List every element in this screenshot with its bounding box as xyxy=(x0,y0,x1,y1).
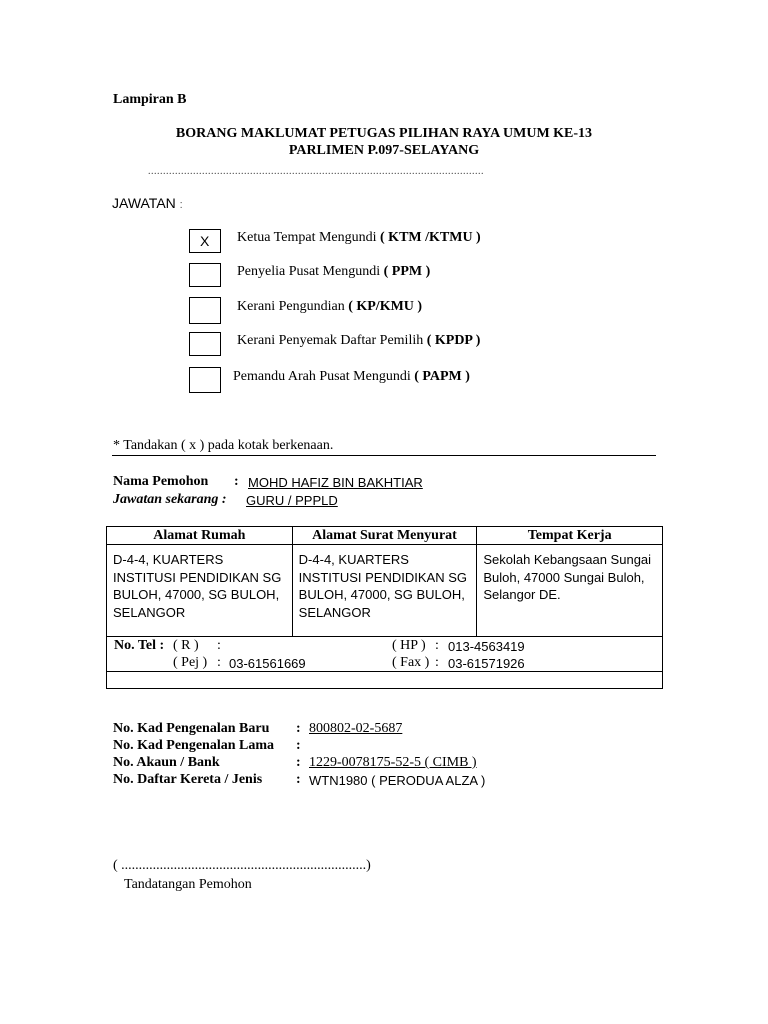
akaun-bank-label: No. Akaun / Bank xyxy=(113,755,220,770)
nama-pemohon-colon: : xyxy=(234,474,239,489)
divider-line xyxy=(112,455,656,456)
akaun-bank-colon: : xyxy=(296,755,301,770)
option-kp xyxy=(237,299,422,315)
option-papm xyxy=(233,369,470,385)
daftar-kereta-value: WTN1980 ( PERODUA ALZA ) xyxy=(309,773,486,788)
checkbox-papm[interactable] xyxy=(189,367,221,393)
daftar-kereta-colon: : xyxy=(296,772,301,787)
nama-pemohon-value: MOHD HAFIZ BIN BAKHTIAR xyxy=(248,475,423,490)
nama-pemohon-label: Nama Pemohon xyxy=(113,474,209,489)
akaun-bank-value: 1229-0078175-52-5 ( CIMB ) xyxy=(309,755,477,770)
blank-row xyxy=(107,672,663,689)
signature-line: ( ......................................................................) xyxy=(113,858,371,873)
tel-hp-colon: : xyxy=(435,638,439,653)
option-kpdp xyxy=(237,333,480,349)
tel-pej-colon: : xyxy=(217,655,221,670)
alamat-rumah-cell: D-4-4, KUARTERS INSTITUSI PENDIDIKAN SG BULOH, 47000, SG BULOH, SELANGOR xyxy=(107,545,293,637)
ic-baru-value: 800802-02-5687 xyxy=(309,721,403,736)
tel-fax-colon: : xyxy=(435,655,439,670)
option-ppm xyxy=(237,264,430,280)
jawatan-sekarang-value: GURU / PPPLD xyxy=(246,493,338,508)
option-kpdp-code: ( KPDP ) xyxy=(426,333,481,348)
tel-hp-value: 013-4563419 xyxy=(448,639,525,654)
ic-baru-colon: : xyxy=(296,721,301,736)
checkbox-kpdp[interactable] xyxy=(189,332,221,356)
tel-r-colon: : xyxy=(217,638,221,653)
option-ktm-text: Ketua Tempat Mengundi xyxy=(237,230,377,245)
alamat-surat-cell: D-4-4, KUARTERS INSTITUSI PENDIDIKAN SG BULOH, 47000, SG BULOH, SELANGOR xyxy=(292,545,477,637)
option-ppm-code: ( PPM ) xyxy=(383,264,431,279)
option-ppm-text: Penyelia Pusat Mengundi xyxy=(237,264,381,279)
jawatan-sekarang-label: Jawatan sekarang : xyxy=(113,492,227,507)
option-ktm xyxy=(237,230,481,246)
tel-pej-value: 03-61561669 xyxy=(229,656,306,671)
ic-lama-colon: : xyxy=(296,738,301,753)
daftar-kereta-label: No. Daftar Kereta / Jenis xyxy=(113,772,263,787)
tel-pej-label: ( Pej ) xyxy=(173,655,208,670)
jawatan-label: JAWATAN xyxy=(112,195,176,211)
header-alamat-rumah: Alamat Rumah xyxy=(107,527,293,545)
tel-fax-label: ( Fax ) xyxy=(392,655,430,670)
option-kp-code: ( KP/KMU ) xyxy=(348,299,423,314)
option-ktm-code: ( KTM /KTMU ) xyxy=(380,230,481,245)
signature-label: Tandatangan Pemohon xyxy=(124,877,252,892)
tel-label: No. Tel : xyxy=(114,638,165,653)
form-subtitle: PARLIMEN P.097-SELAYANG xyxy=(288,143,480,158)
jawatan-heading xyxy=(112,195,183,211)
checkbox-ktm[interactable]: X xyxy=(189,229,221,253)
telephone-row xyxy=(107,637,663,672)
tel-fax-value: 03-61571926 xyxy=(448,656,525,671)
option-papm-text: Pemandu Arah Pusat Mengundi xyxy=(233,369,411,384)
option-kp-text: Kerani Pengundian xyxy=(237,299,345,314)
ic-baru-label: No. Kad Pengenalan Baru xyxy=(113,721,270,736)
address-table xyxy=(106,526,663,689)
lampiran-label: Lampiran B xyxy=(113,92,187,107)
option-kpdp-text: Kerani Penyemak Daftar Pemilih xyxy=(237,333,424,348)
tempat-kerja-cell: Sekolah Kebangsaan Sungai Buloh, 47000 Sungai Buloh, Selangor DE. xyxy=(477,545,663,637)
jawatan-colon: : xyxy=(179,199,183,211)
checkbox-ppm[interactable] xyxy=(189,263,221,287)
header-alamat-surat: Alamat Surat Menyurat xyxy=(292,527,477,545)
form-title: BORANG MAKLUMAT PETUGAS PILIHAN RAYA UMUM KE-13 xyxy=(175,126,593,141)
checkbox-kp[interactable] xyxy=(189,297,221,324)
header-tempat-kerja: Tempat Kerja xyxy=(477,527,663,545)
tel-r-label: ( R ) xyxy=(173,638,199,653)
dotted-separator: ................................................................................................................ xyxy=(148,166,484,177)
option-papm-code: ( PAPM ) xyxy=(414,369,470,384)
tel-hp-label: ( HP ) xyxy=(392,638,426,653)
ic-lama-label: No. Kad Pengenalan Lama xyxy=(113,738,275,753)
tick-instruction: * Tandakan ( x ) pada kotak berkenaan. xyxy=(113,438,334,453)
